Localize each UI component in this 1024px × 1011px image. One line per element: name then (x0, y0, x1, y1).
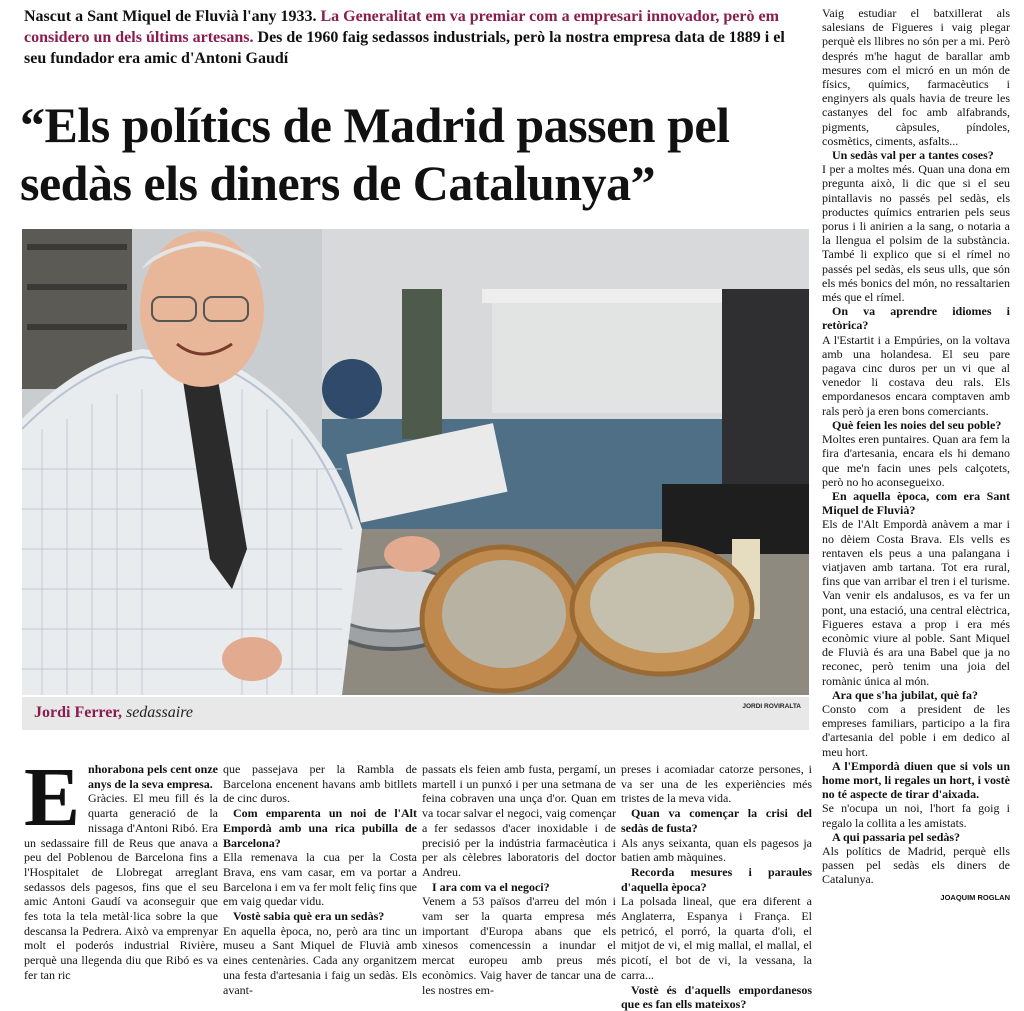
question: Vostè és d'aquells empordanesos que es fan ells mateixos? (621, 982, 812, 1011)
author-signature: JOAQUIM ROGLAN (940, 892, 1010, 902)
article-side-column (822, 6, 1010, 905)
question: Què feien les noies del seu poble? (832, 417, 1002, 432)
question: I ara com va el negoci? (432, 879, 550, 894)
answer: Als anys seixanta, quan els pagesos ja batien amb màquines. (621, 835, 812, 865)
answer: Ella remenava la cua per la Costa Brava, ens vam casar, em va portar a Barcelona i em va fer molt feliç fins que em vaig quedar vidu. (223, 850, 417, 909)
caption-role: sedassaire (125, 704, 193, 721)
question: Com emparenta un noi de l'Alt Empordà amb una rica pubilla de Barcelona? (223, 806, 417, 850)
answer: Gràcies. El meu fill és la quarta generació de la nissaga d'Antoni Ribó. Era un sedassaire fill de Reus que anava a peu del Poblenou de Barcelona fins a l'Hospitalet de Llobregat arreglant sedassos dels pagesos, fins que el seu amic Antoni Gaudí va aconseguir que fes tota la tela metàl·lica sobre la que descansa la Pedrera. Això va emprenyar molt el poderós industrial Rivière, perquè una llegenda diu que Ribó es va fer tan ric (24, 791, 218, 982)
question: En aquella època, com era Sant Miquel de Fluvià? (822, 488, 1010, 518)
answer: Moltes eren puntaires. Quan ara fem la fira d'artesania, encara els hi demano que me'n facin unes pels calçotets, però no ho aconsegueixo. (822, 432, 1010, 489)
answer: Els de l'Alt Empordà anàvem a mar i no dèiem Costa Brava. Els vells es rentaven els peus a una palangana i viatjaven amb tartana. Tot era rural, fins que van arribar el tren i el turisme. Van venir els andalusos, es va fer un pont, una estació, una central elèctrica, Figueres estava a prop i era més econòmic viure al poble. Sant Miquel de Fluvià és ara una Babel que ja no reconec, però tenim una joia del romànic única al món. (822, 517, 1010, 688)
article-column-4 (621, 762, 812, 1011)
intro-part-1: Nascut a Sant Miquel de Fluvià l'any 1933. (24, 8, 317, 25)
answer: I per a moltes més. Quan una dona em pregunta això, li dic que si el seu pintallavis no passés pel sedàs, els productes químics entrarien pels seus porus i li anirien a la sang, o notaria a la llengua el polsim de la substància. També li explico que si el rímel no passés pel sedàs, els seus ulls, que són els més bonics del món, no ressaltarien més que el rímel. (822, 162, 1010, 305)
question: A qui passaria pel sedàs? (832, 829, 961, 844)
photo-caption (22, 697, 809, 730)
question: Recorda mesures i paraules d'aquella època? (621, 864, 812, 894)
photo-credit: JORDI ROVIRALTA (742, 703, 801, 710)
question: Vostè sabia què era un sedàs? (233, 909, 385, 924)
question: Ara que s'ha jubilat, què fa? (832, 687, 979, 702)
article-column-3 (422, 762, 616, 997)
intro-part-3: Des de 1960 faig sedassos industrials, però la nostra empresa data de 1889 i el seu fundador era amic d'Antoni Gaudí (24, 29, 785, 67)
answer: Se n'ocupa un noi, l'hort fa goig i regalo la collita a les amistats. (822, 801, 1010, 830)
answer: Consto com a president de les empreses familiars, participo a la fira d'artesania del poble i em dedico al meu hort. (822, 701, 1010, 759)
answer: En aquella època, no, però ara tinc un museu a Sant Miquel de Fluvià amb eines centenàries. Cada any organitzem una festa d'artesania i faig un sedàs. Els avant- (223, 923, 417, 997)
article-column-2 (223, 762, 417, 997)
question: A l'Empordà diuen que si vols un home mort, li regales un hort, i vostè no té aspecte de tirar d'aixada. (822, 758, 1010, 802)
answer: Vaig estudiar el batxillerat als salesians de Figueres i vaig plegar perquè els llibres no són per a mi. Però després m'he hagut de barallar amb mesures com el micró en un món de físics, químics, farmacèutics i enginyers als quals havia de treure les castanyes del foc amb alfabrands, pigments, càpsules, píndoles, cosmètics, ciments, asfalts... (822, 6, 1010, 148)
caption-person: Jordi Ferrer, (34, 704, 122, 721)
question: nhorabona pels cent onze anys de la seva empresa. (88, 762, 218, 791)
photo (22, 229, 809, 695)
caption-name (34, 704, 193, 722)
question: Quan va començar la crisi del sedàs de fusta? (621, 806, 812, 835)
question: On va aprendre idiomes i retòrica? (822, 304, 1010, 333)
answer: Als polítics de Madrid, perquè ells passen pel sedàs els diners de Catalunya. (822, 843, 1010, 887)
dropcap: E (24, 751, 81, 844)
answer: Venem a 53 països d'arreu del món i vam ser la quarta empresa més important d'Europa abans que els xinesos comencessin a inundar el mercat europeu amb preus més econòmics. Vaig haver de tancar una de les nostres em- (422, 894, 616, 997)
answer: preses i acomiadar catorze persones, i va ser una de les experiències més tristes de la meva vida. (621, 762, 812, 806)
answer: La polsada lineal, que era diferent a Anglaterra, Espanya i França. El petricó, el porró, la quarta d'oli, el mitjot de vi, el mig mallal, el mallal, el picotí, el bot de vi, la vessana, la carra... (621, 894, 812, 982)
answer: passats els feien amb fusta, pergamí, un martell i un punxó i per una setmana de feina cobraven una unça d'or. Quan em va tocar salvar el negoci, vaig començar a fer sedassos d'acer inoxidable i de precisió per la indústria farmacèutica i per als cèlebres laboratoris del doctor Andreu. (422, 762, 616, 879)
answer: que passejava per la Rambla de Barcelona encenent havans amb bitllets de cinc duros. (223, 762, 417, 806)
intro-part-2: La Generalitat em va premiar com a empresari innovador, però em considero un dels últims artesans. (24, 8, 779, 46)
article-column-1 (24, 751, 218, 983)
photo-illustration (22, 229, 809, 695)
intro-summary (24, 6, 808, 69)
question: Un sedàs val per a tantes coses? (832, 148, 994, 163)
headline: “Els polítics de Madrid passen pel sedàs els diners de Catalunya” (20, 97, 730, 211)
answer: A l'Estartit i a Empúries, on la voltava amb una holandesa. El seu pare pagava cinc duros per un vi que al venedor li costava deu rals. Els empordanesos encara comptaven amb rals però ja eren bons comerciants. (822, 332, 1010, 418)
